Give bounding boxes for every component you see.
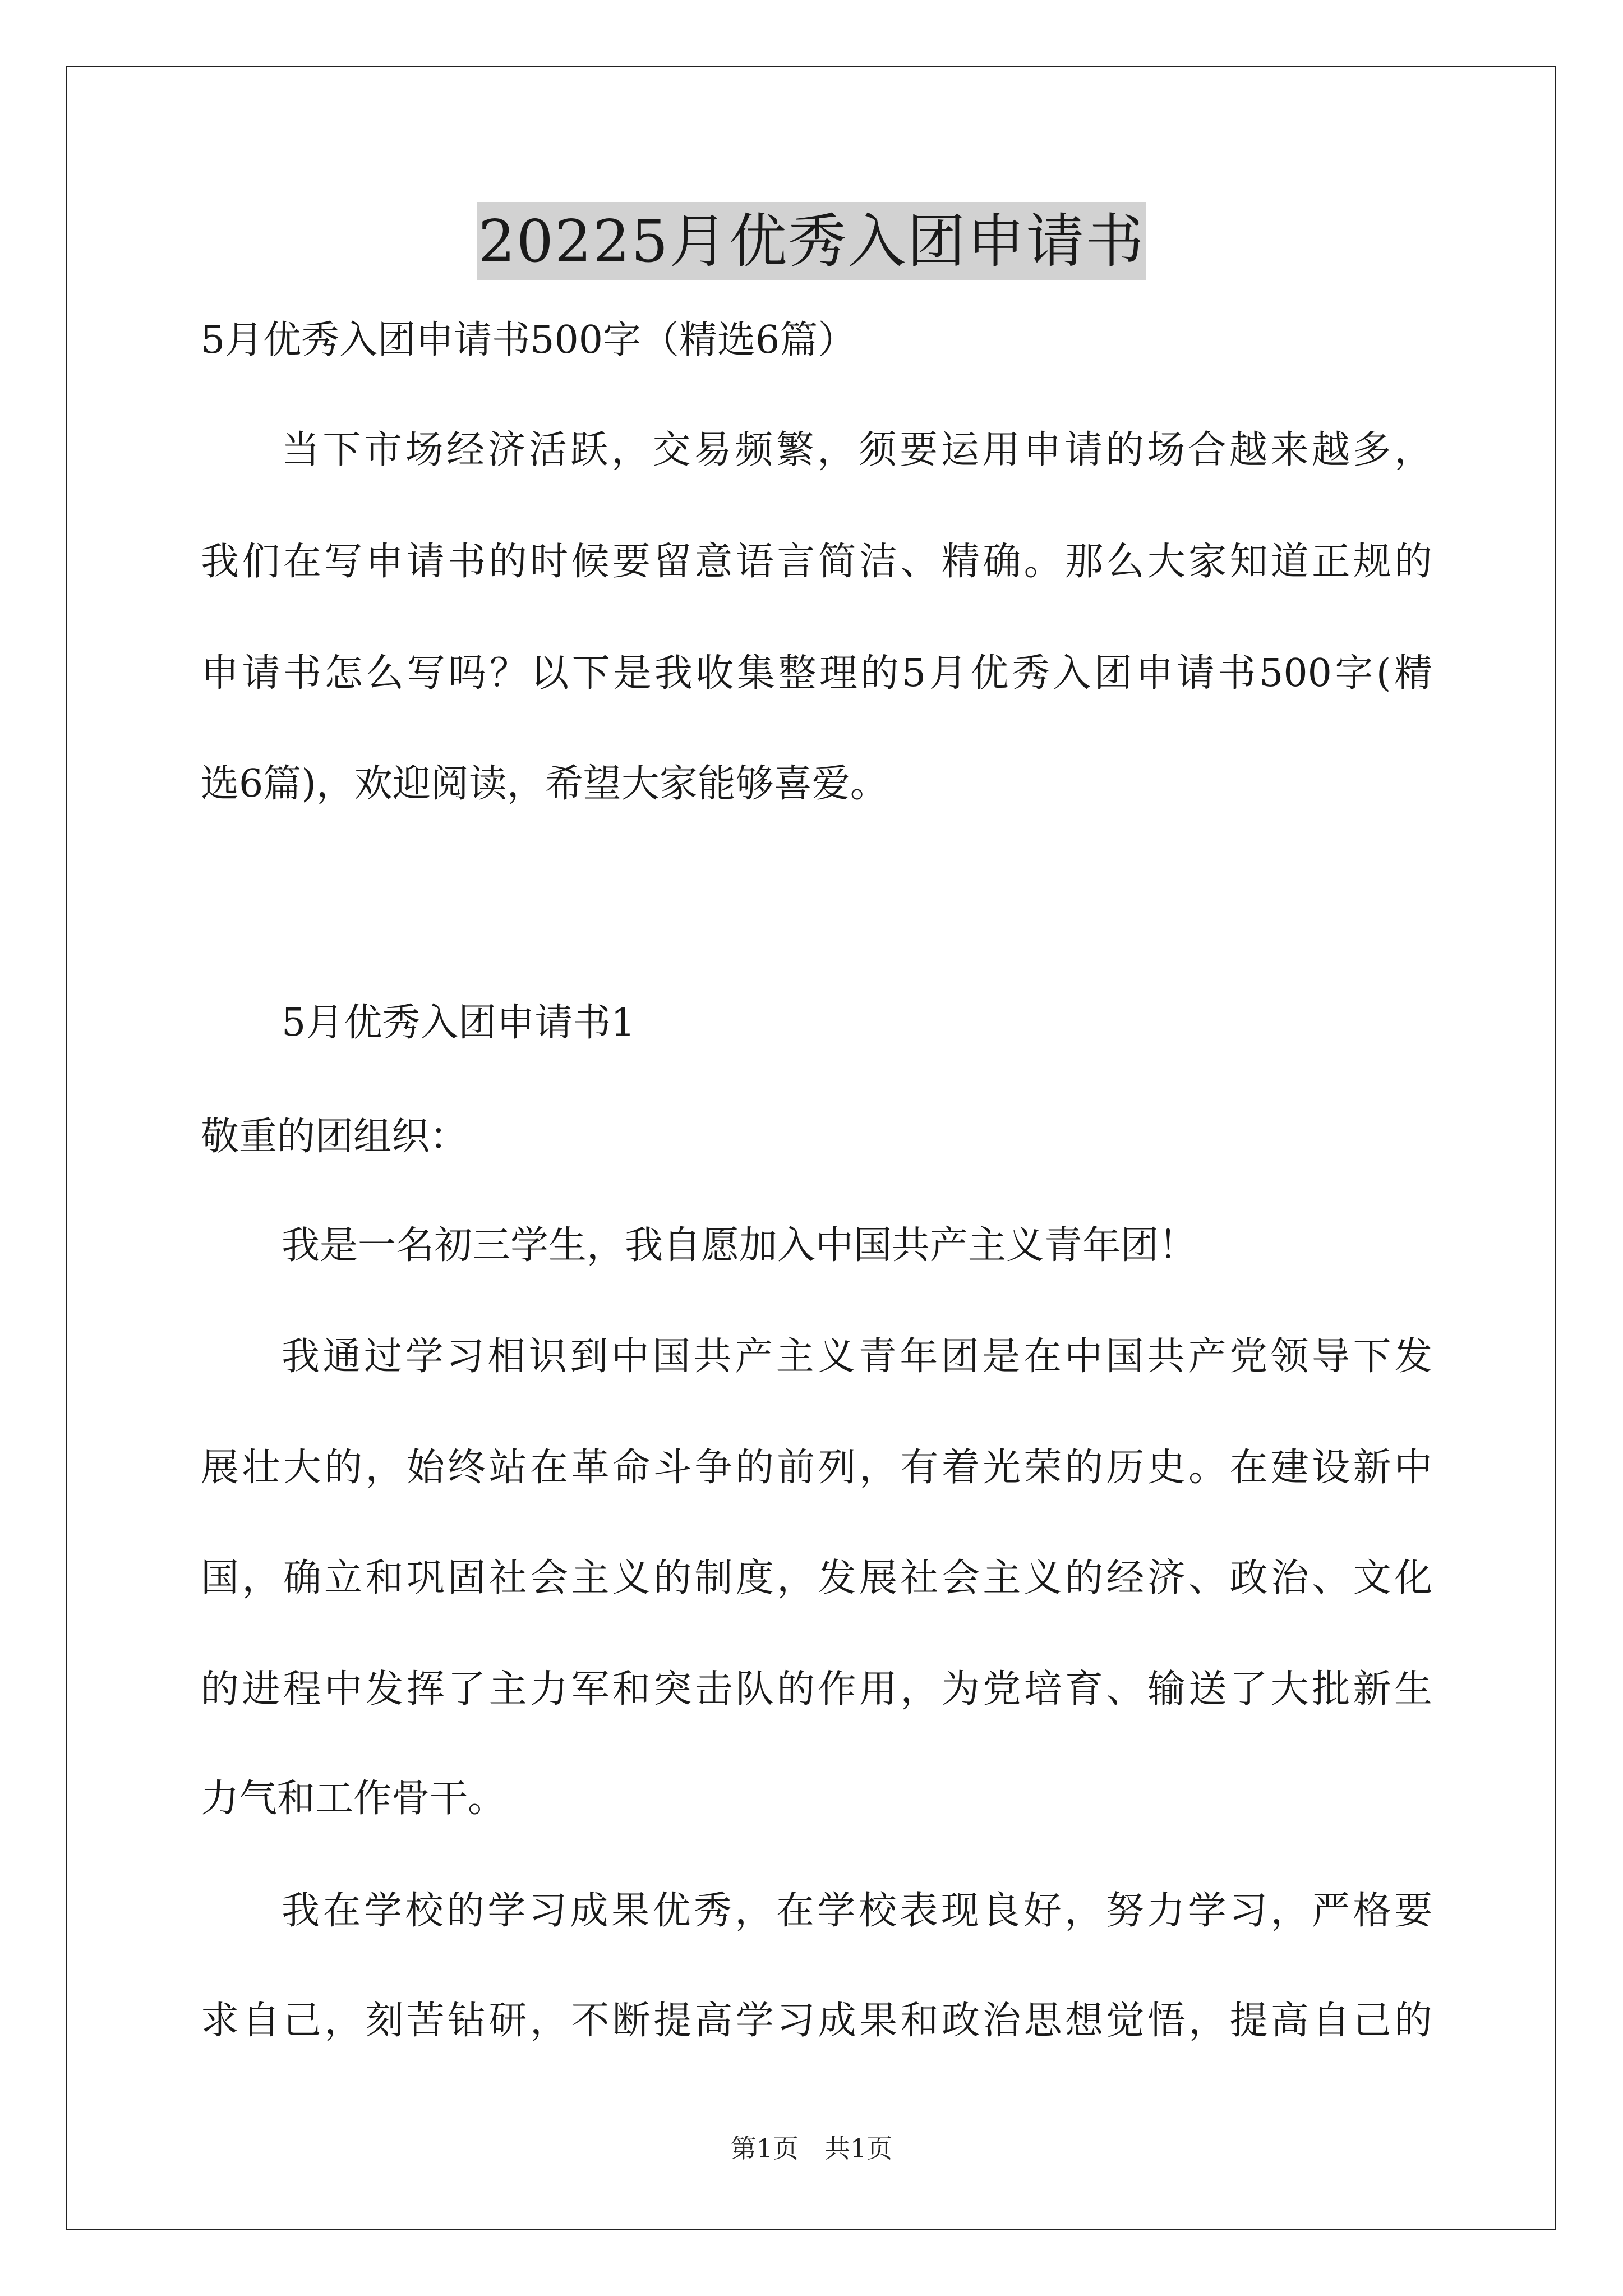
intro-line-3: 申请书怎么写吗？以下是我收集整理的5月优秀入团申请书500字(精 <box>201 651 1432 696</box>
intro-line-4: 选6篇)，欢迎阅读，希望大家能够喜爱。 <box>201 762 888 806</box>
page-footer: 第1页 共1页 <box>730 2133 893 2164</box>
paragraph-2-line-4: 的进程中发挥了主力军和突击队的作用，为党培育、输送了大批新生 <box>201 1667 1432 1711</box>
paragraph-1: 我是一名初三学生，我自愿加入中国共产主义青年团！ <box>282 1223 1197 1268</box>
intro-line-1: 当下市场经济活跃，交易频繁，须要运用申请的场合越来越多， <box>282 428 1432 472</box>
salutation: 敬重的团组织： <box>201 1115 468 1159</box>
section-heading: 5月优秀入团申请书1 <box>282 1001 635 1045</box>
paragraph-2-line-2: 展壮大的，始终站在革命斗争的前列，有着光荣的历史。在建设新中 <box>201 1446 1432 1490</box>
paragraph-3-line-2: 求自己，刻苦钻研，不断提高学习成果和政治思想觉悟，提高自己的 <box>201 1999 1432 2043</box>
title-container <box>0 202 1623 280</box>
paragraph-2-line-3: 国，确立和巩固社会主义的制度，发展社会主义的经济、政治、文化 <box>201 1556 1432 1600</box>
intro-line-2: 我们在写申请书的时候要留意语言简洁、精确。那么大家知道正规的 <box>201 540 1432 584</box>
paragraph-2-line-1: 我通过学习相识到中国共产主义青年团是在中国共产党领导下发 <box>282 1335 1432 1379</box>
paragraph-3-line-1: 我在学校的学习成果优秀，在学校表现良好，努力学习，严格要 <box>282 1889 1432 1933</box>
paragraph-2-line-5: 力气和工作骨干。 <box>201 1777 506 1821</box>
document-title: 20225月优秀入团申请书 <box>477 202 1146 280</box>
document-subtitle: 5月优秀入团申请书500字（精选6篇） <box>201 318 856 362</box>
